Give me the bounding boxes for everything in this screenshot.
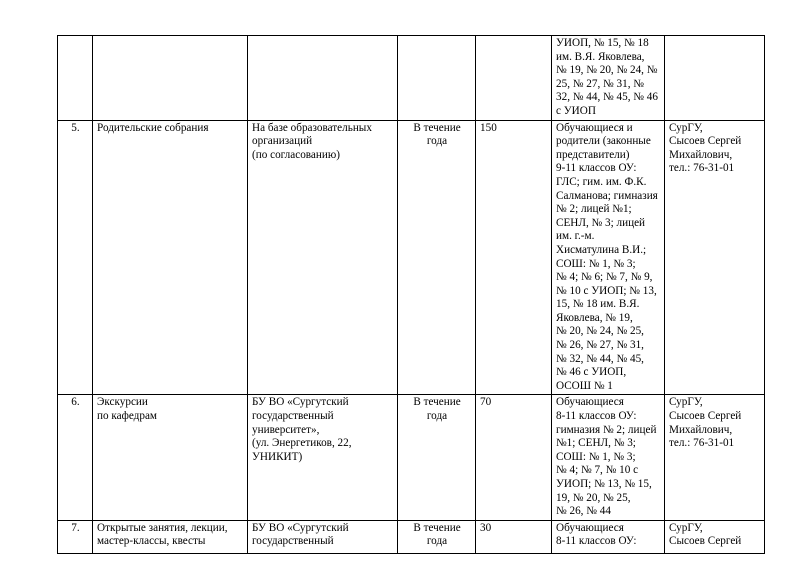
row-number: 6. [58,395,93,520]
participants-line: с УИОП [556,104,596,117]
responsible-contact-line: СурГУ, [669,521,703,534]
event-period [398,395,476,520]
participants-line: им. г.-м. [556,230,595,243]
responsible-contact [665,520,765,553]
participants-line: Обучающиеся и [556,121,633,134]
participants-line: родители (законные [556,135,651,148]
participants-line: № 26, № 27, № 31, [556,339,644,352]
responsible-contact-line: Михайлович, [669,148,733,161]
participants-line: 8-11 классов ОУ: [556,535,637,548]
responsible-contact-line: Сысоев Сергей [669,535,742,548]
participants-line: № 46 с УИОП, [556,366,627,379]
participants-line: представители) [556,148,630,161]
responsible-contact [665,36,765,121]
participants-line: Хисматулина В.И.; [556,243,647,256]
event-place-line: (ул. Энергетиков, 22, [252,437,352,450]
table-row [58,520,765,553]
participants-line: ОСОШ № 1 [556,379,613,392]
participants-line: Обучающиеся [556,396,624,409]
participants [552,520,665,553]
responsible-contact-line: Михайлович, [669,423,733,436]
participants-line: 32, № 44, № 45, № 46 [556,91,658,104]
participants-line: СОШ: № 1, № 3; [556,257,636,270]
table-row [58,395,765,520]
event-name [93,520,248,553]
event-place-line: организаций [252,135,313,148]
participant-count [476,36,552,121]
participants-line: Яковлева, № 19, [556,311,633,324]
participants-line: СЕНЛ, № 3; лицей [556,216,646,229]
participants-line: № 26, № 44 [556,505,611,518]
participants-line: Салманова; гимназия [556,189,658,202]
participants-line: 19, № 20, № 25, [556,491,631,504]
event-period-line: года [426,410,448,423]
participants-line: гимназия № 2; лицей [556,423,657,436]
responsible-contact [665,395,765,520]
participants-line: № 4; № 7, № 10 с [556,464,639,477]
event-place-line: государственный [252,410,334,423]
event-period [398,520,476,553]
participants-line: № 4; № 6; № 7, № 9, [556,271,653,284]
participants-line: № 20, № 24, № 25, [556,325,644,338]
participants-line: № 19, № 20, № 24, № [556,64,658,77]
participants [552,36,665,121]
participants-line: №1; СЕНЛ, № 3; [556,437,636,450]
event-name [93,395,248,520]
responsible-contact-line: Сысоев Сергей [669,410,742,423]
participants-line: им. В.Я. Яковлева, [556,50,645,63]
participants-line: № 2; лицей №1; [556,203,632,216]
event-place [248,120,398,395]
events-table [57,35,765,554]
participants-line: 25, № 27, № 31, № [556,77,644,90]
row-number [58,36,93,121]
event-period [398,36,476,121]
participants-line: УИОП; № 13, № 15, [556,478,652,490]
participants-line: 8-11 классов ОУ: [556,410,637,423]
event-place [248,395,398,520]
responsible-contact-line: СурГУ, [669,396,703,409]
participants-line: 15, № 18 им. В.Я. [556,298,640,311]
participants [552,120,665,395]
event-place-line: УНИКИТ) [252,450,303,463]
table-row [58,120,765,395]
participants-line: УИОП, № 15, № 18 [556,37,649,49]
event-period-line: В течение [413,396,461,409]
event-name-line: Открытые занятия, лекции, [97,521,228,534]
table-body [58,36,765,554]
row-number: 7. [58,520,93,553]
responsible-contact [665,120,765,395]
participants-line: СОШ: № 1, № 3; [556,450,636,463]
responsible-contact-line: тел.: 76-31-01 [669,437,735,450]
event-name-line: Родительские собрания [97,121,209,134]
event-place-line: университет», [252,423,320,436]
participants-line: 9-11 классов ОУ: [556,162,637,175]
participants-line: № 10 с УИОП; № 13, [556,284,657,297]
event-place-line: государственный [252,535,334,548]
participant-count: 30 [476,520,552,553]
responsible-contact-line: СурГУ, [669,121,703,134]
responsible-contact-line: Сысоев Сергей [669,135,742,148]
event-place [248,520,398,553]
participant-count: 150 [476,120,552,395]
event-name [93,36,248,121]
event-place [248,36,398,121]
event-name-line: мастер-классы, квесты [97,535,206,548]
participants [552,395,665,520]
event-place-line: БУ ВО «Сургутский [252,521,349,534]
participant-count: 70 [476,395,552,520]
event-place-line: БУ ВО «Сургутский [252,396,349,409]
event-period-line: В течение [413,121,461,134]
participants-line: № 32, № 44, № 45, [556,352,644,365]
participants-line: ГЛС; гим. им. Ф.К. [556,175,647,188]
event-name [93,120,248,395]
event-name-line: Экскурсии [97,396,148,409]
event-period-line: В течение [413,521,461,534]
event-place-line: (по согласованию) [252,148,340,161]
event-period-line: года [426,135,448,148]
row-number: 5. [58,120,93,395]
event-name-line: по кафедрам [97,410,158,423]
table-row [58,36,765,121]
event-period-line: года [426,535,448,548]
event-place-line: На базе образовательных [252,121,372,134]
participants-line: Обучающиеся [556,521,624,534]
event-period [398,120,476,395]
responsible-contact-line: тел.: 76-31-01 [669,162,735,175]
